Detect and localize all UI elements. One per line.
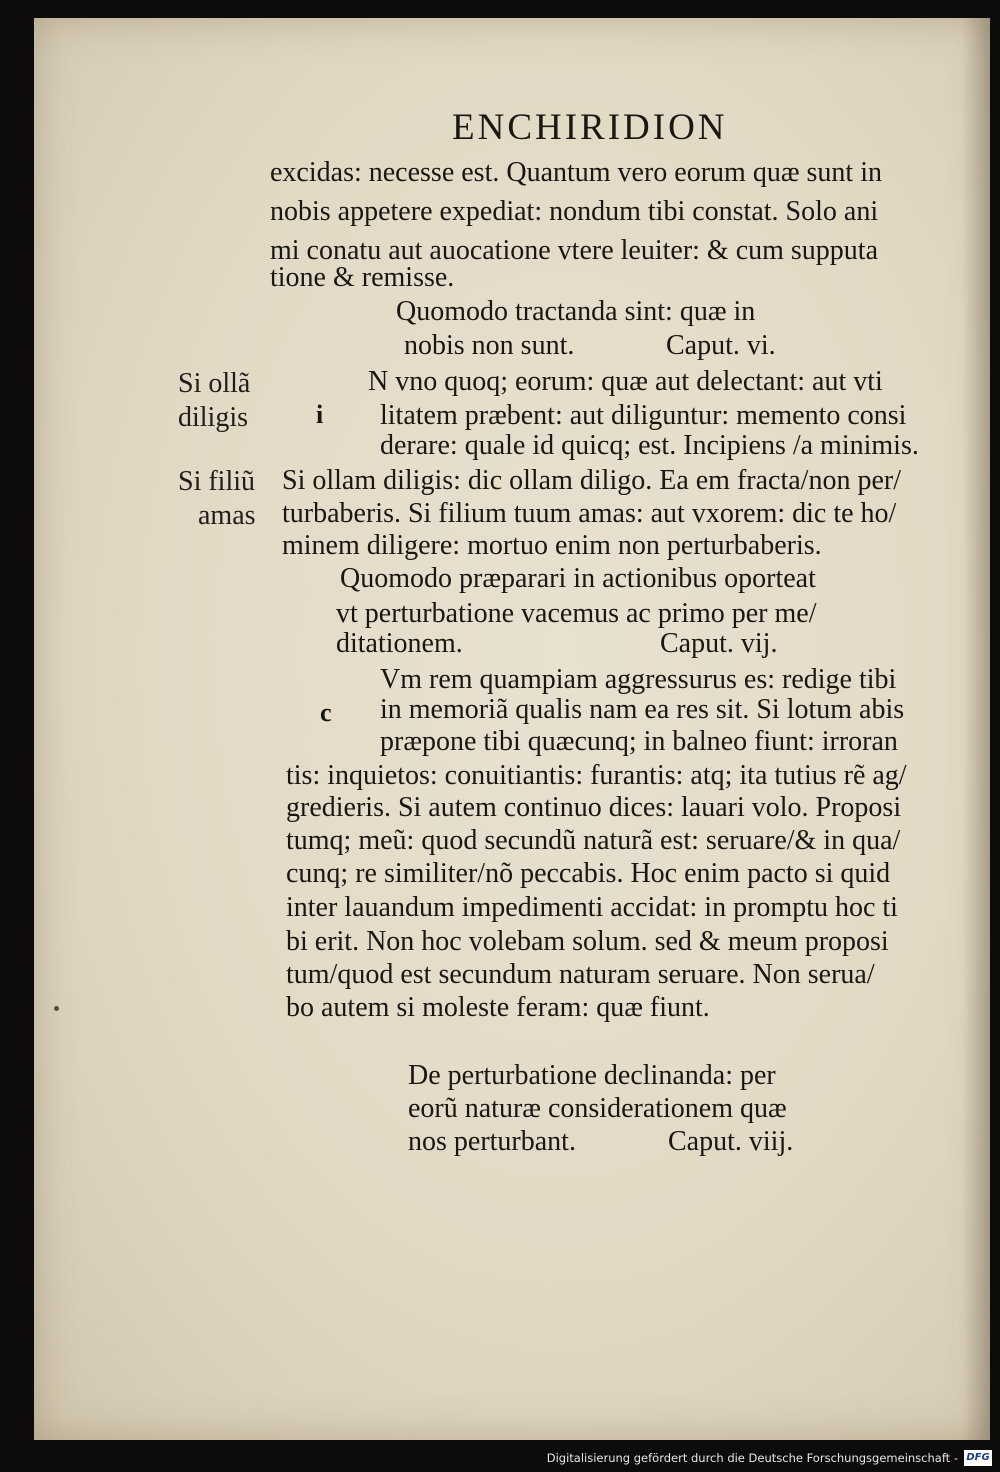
chapter-7-number: Caput. vij. [660, 628, 778, 659]
chapter-6-number: Caput. vi. [666, 330, 776, 361]
chapter-8-heading-2: eorũ naturæ considerationem quæ [408, 1093, 787, 1124]
text-line-13: minem diligere: mortuo enim non perturbaberis. [282, 530, 822, 561]
chapter-8-heading-1: De perturbatione declinanda: per [408, 1060, 776, 1091]
text-line-27: tum/quod est secundum naturam seruare. Non serua/ [286, 959, 875, 990]
text-line-22: gredieris. Si autem continuo dices: lauari volo. Proposi [286, 792, 902, 823]
chapter-7-heading-1: Quomodo præparari in actionibus oporteat [340, 563, 816, 594]
text-line-19: in memoriã qualis nam ea res sit. Si lotum abis [380, 694, 905, 725]
chapter-8-number: Caput. viij. [668, 1126, 794, 1157]
chapter-8-heading-3: nos perturbant. [408, 1126, 576, 1157]
marginal-note-4: amas [198, 500, 256, 531]
marginal-note-1: Si ollã [178, 368, 251, 399]
text-line-25: inter lauandum impedimenti accidat: in promptu hoc ti [286, 892, 898, 923]
guide-initial-c: c [320, 698, 332, 727]
text-line-26: bi erit. Non hoc volebam solum. sed & meum proposi [286, 926, 889, 957]
text-line-23: tumq; meũ: quod secundũ naturã est: seruare/& in qua/ [286, 825, 901, 856]
ink-speck [54, 1006, 59, 1011]
text-line-24: cunq; re similiter/nõ peccabis. Hoc enim pacto si quid [286, 858, 891, 889]
text-line-18: Vm rem quampiam aggressurus es: redige tibi [380, 664, 897, 695]
page-gutter-shadow [962, 18, 990, 1440]
marginal-note-2: diligis [178, 402, 249, 433]
text-line-2: nobis appetere expediat: nondum tibi constat. Solo ani [270, 196, 879, 227]
text-line-21: tis: inquietos: conuitiantis: furantis: atq; ita tutius rẽ ag/ [286, 760, 907, 791]
chapter-6-heading-2: nobis non sunt. [404, 330, 575, 361]
text-line-12: turbaberis. Si filium tuum amas: aut vxorem: dic te ho/ [282, 498, 897, 529]
text-line-4: tione & remisse. [270, 262, 455, 293]
digitization-footer [0, 1447, 1000, 1472]
text-line-20: præpone tibi quæcunq; in balneo fiunt: irroran [380, 726, 898, 757]
marginal-note-3: Si filiũ [178, 466, 256, 497]
funding-credit: Digitalisierung gefördert durch die Deutsche Forschungsgemeinschaft - [546, 1451, 958, 1465]
text-line-28: bo autem si moleste feram: quæ fiunt. [286, 992, 710, 1023]
text-line-8: N vno quoq; eorum: quæ aut delectant: aut vti [368, 366, 883, 397]
text-line-9: litatem præbent: aut diliguntur: memento consi [380, 400, 907, 431]
text-line-1: excidas: necesse est. Quantum vero eorum quæ sunt in [270, 157, 882, 188]
chapter-7-heading-3: ditationem. [336, 628, 463, 659]
chapter-6-heading-1: Quomodo tractanda sint: quæ in [396, 296, 756, 327]
running-title: ENCHIRIDION [452, 107, 728, 148]
text-line-10: derare: quale id quicq; est. Incipiens /a minimis. [380, 430, 919, 461]
guide-initial-i: i [316, 400, 324, 429]
chapter-7-heading-2: vt perturbatione vacemus ac primo per me/ [336, 598, 817, 629]
dfg-logo-icon: DFG [964, 1450, 992, 1466]
text-line-3: mi conatu aut auocatione vtere leuiter: & cum supputa [270, 235, 879, 266]
text-line-11: Si ollam diligis: dic ollam diligo. Ea em fracta/non per/ [282, 465, 901, 496]
